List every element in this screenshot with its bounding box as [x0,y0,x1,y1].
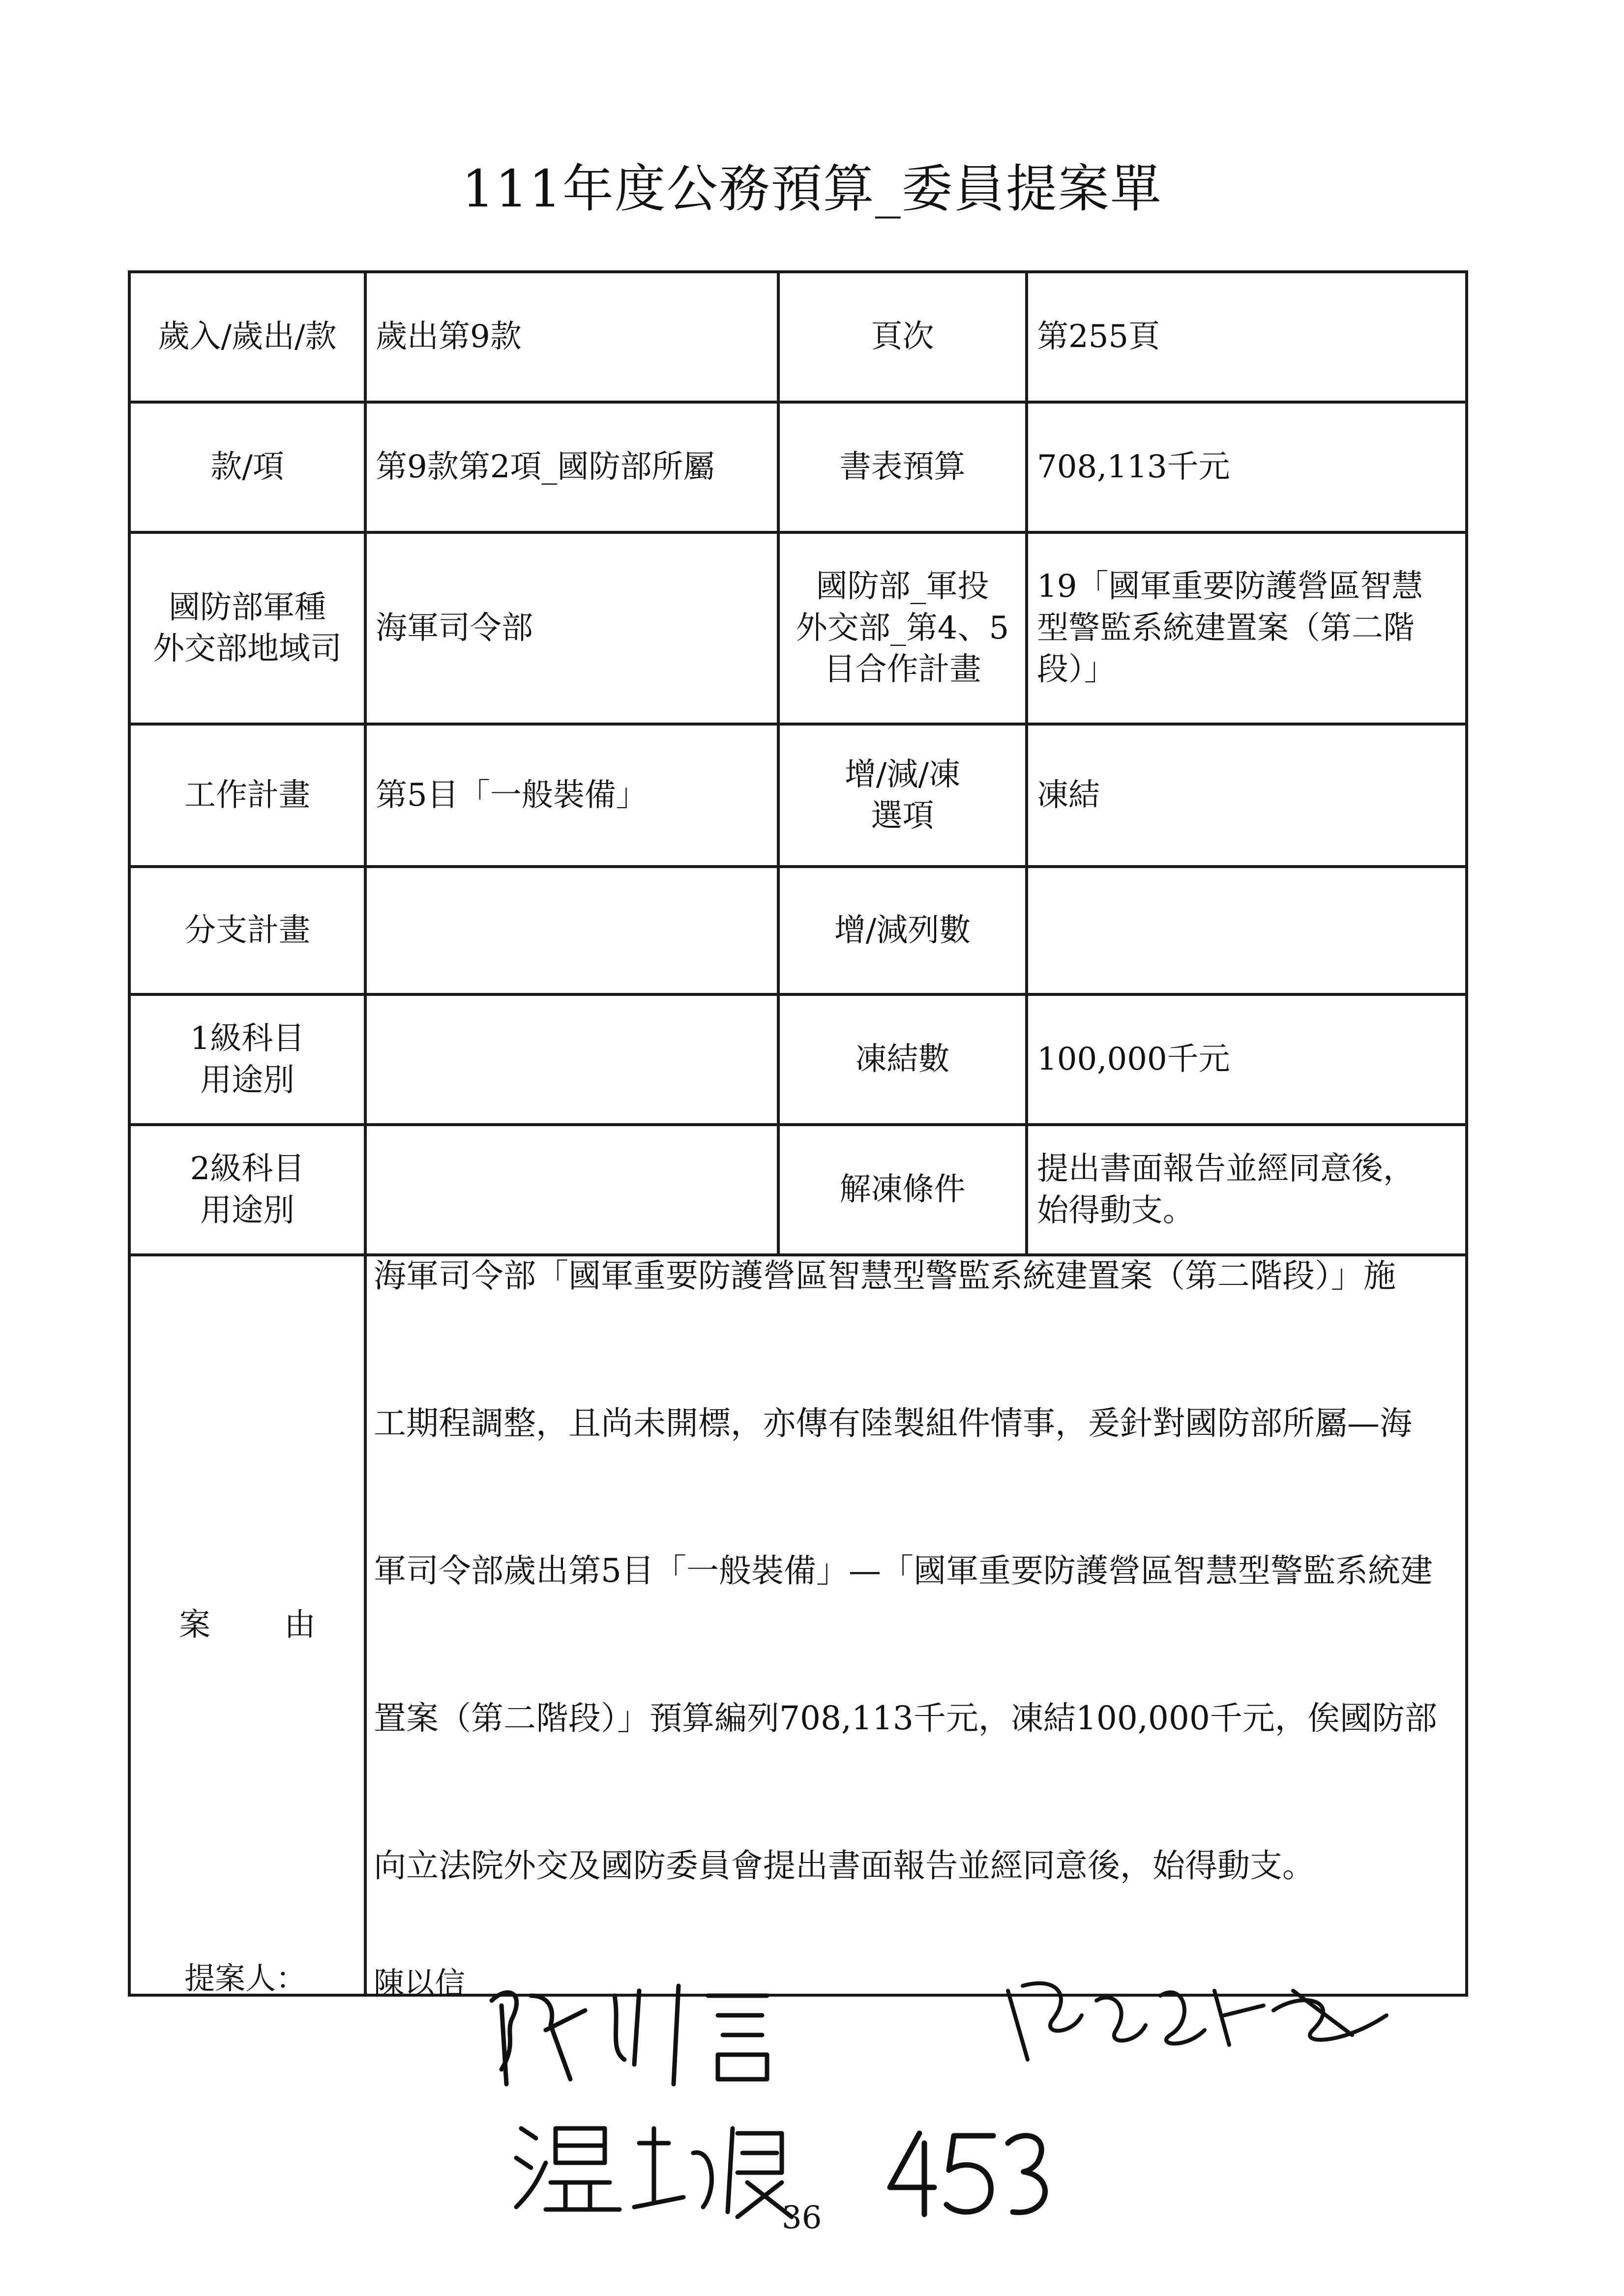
value-cooperation-plan-line-2: 型警監系統建置案（第二階 [1037,610,1415,646]
value-frozen-amount: 100,000千元 [1027,994,1467,1125]
value-table-budget: 708,113千元 [1027,402,1467,532]
value-work-plan: 第5目「一般裝備」 [365,724,778,867]
label-level-1-subject-line-1: 1級科目 [190,1020,305,1057]
label-cooperation-plan-line-3: 目合作計畫 [824,651,981,688]
proposal-form-table [128,270,1468,1997]
label-branch-line-1: 國防部軍種 [169,589,326,626]
value-cooperation-plan [1027,532,1467,724]
label-adjust-option [778,724,1027,867]
signature-1-drawing [472,1966,846,2094]
proposer-label: 提案人： [184,1960,307,1996]
label-income-expense: 歲入/歲出/款 [129,272,365,402]
label-reason [129,1255,365,1995]
proposer-name: 陳以信 [374,1965,466,2001]
label-work-plan: 工作計畫 [129,724,365,867]
label-cooperation-plan-line-2: 外交部_第4、5 [796,610,1009,646]
label-page-no: 頁次 [778,272,1027,402]
label-level-1-subject-line-2: 用途別 [200,1062,295,1099]
label-table-budget: 書表預算 [778,402,1027,532]
label-adjust-option-line-1: 增/減/凍 [844,756,961,793]
label-adjust-amount: 增/減列數 [778,867,1027,994]
row-section [129,402,1467,532]
label-branch [129,532,365,724]
page-title: 111年度公務預算_委員提案單 [462,159,1162,219]
label-cooperation-plan-line-1: 國防部_軍投 [816,568,989,605]
row-branch [129,532,1467,724]
value-cooperation-plan-line-3: 段）」 [1037,651,1116,688]
label-unfreeze-condition: 解凍條件 [778,1125,1027,1255]
label-branch-line-2: 外交部地域司 [153,631,342,667]
label-level-1-subject [129,994,365,1125]
handwritten-number-drawing [880,2123,1057,2222]
row-level-1-subject [129,994,1467,1125]
value-level-2-subject [365,1125,778,1255]
row-budget-item [129,272,1467,402]
label-adjust-option-line-2: 選項 [871,798,934,834]
label-reason-char-1: 案 [179,1606,210,1643]
row-level-2-subject [129,1125,1467,1255]
reason-text [365,1255,1467,1995]
label-level-2-subject-line-1: 2級科目 [190,1151,305,1188]
value-unfreeze-condition-line-2: 始得動支。 [1037,1192,1194,1229]
value-unfreeze-condition-line-1: 提出書面報告並經同意後， [1037,1151,1415,1188]
row-work-plan [129,724,1467,867]
reason-line-2: 工期程調整，且尚未開標，亦傳有陸製組件情事，爰針對國防部所屬—海 [374,1404,1412,1442]
value-adjust-amount [1027,867,1467,994]
label-level-2-subject [129,1125,365,1255]
label-cooperation-plan [778,532,1027,724]
value-unfreeze-condition [1027,1125,1467,1255]
label-section: 款/項 [129,402,365,532]
page-number: 36 [782,2200,822,2236]
label-reason-char-2: 由 [284,1606,316,1643]
reason-line-1: 海軍司令部「國軍重要防護營區智慧型警監系統建置案（第二階段）」施 [374,1257,1396,1295]
label-frozen-amount: 凍結數 [778,994,1027,1125]
value-page-no: 第255頁 [1027,272,1467,402]
value-income-expense: 歲出第9款 [365,272,778,402]
signature-3-drawing [998,1961,1401,2074]
value-sub-plan [365,867,778,994]
row-sub-plan [129,867,1467,994]
value-section: 第9款第2項_國防部所屬 [365,402,778,532]
label-level-2-subject-line-2: 用途別 [200,1192,295,1229]
reason-line-5: 向立法院外交及國防委員會提出書面報告並經同意後，始得動支。 [374,1847,1315,1885]
value-cooperation-plan-line-1: 19「國軍重要防護營區智慧 [1037,568,1423,605]
value-level-1-subject [365,994,778,1125]
value-adjust-option: 凍結 [1027,724,1467,867]
row-reason [129,1255,1467,1995]
reason-line-4: 置案（第二階段）」預算編列708,113千元，凍結100,000千元，俟國防部 [374,1699,1437,1737]
value-branch: 海軍司令部 [365,532,778,724]
reason-line-3: 軍司令部歲出第5目「一般裝備」—「國軍重要防護營區智慧型警監系統建 [374,1552,1433,1590]
label-sub-plan: 分支計畫 [129,867,365,994]
